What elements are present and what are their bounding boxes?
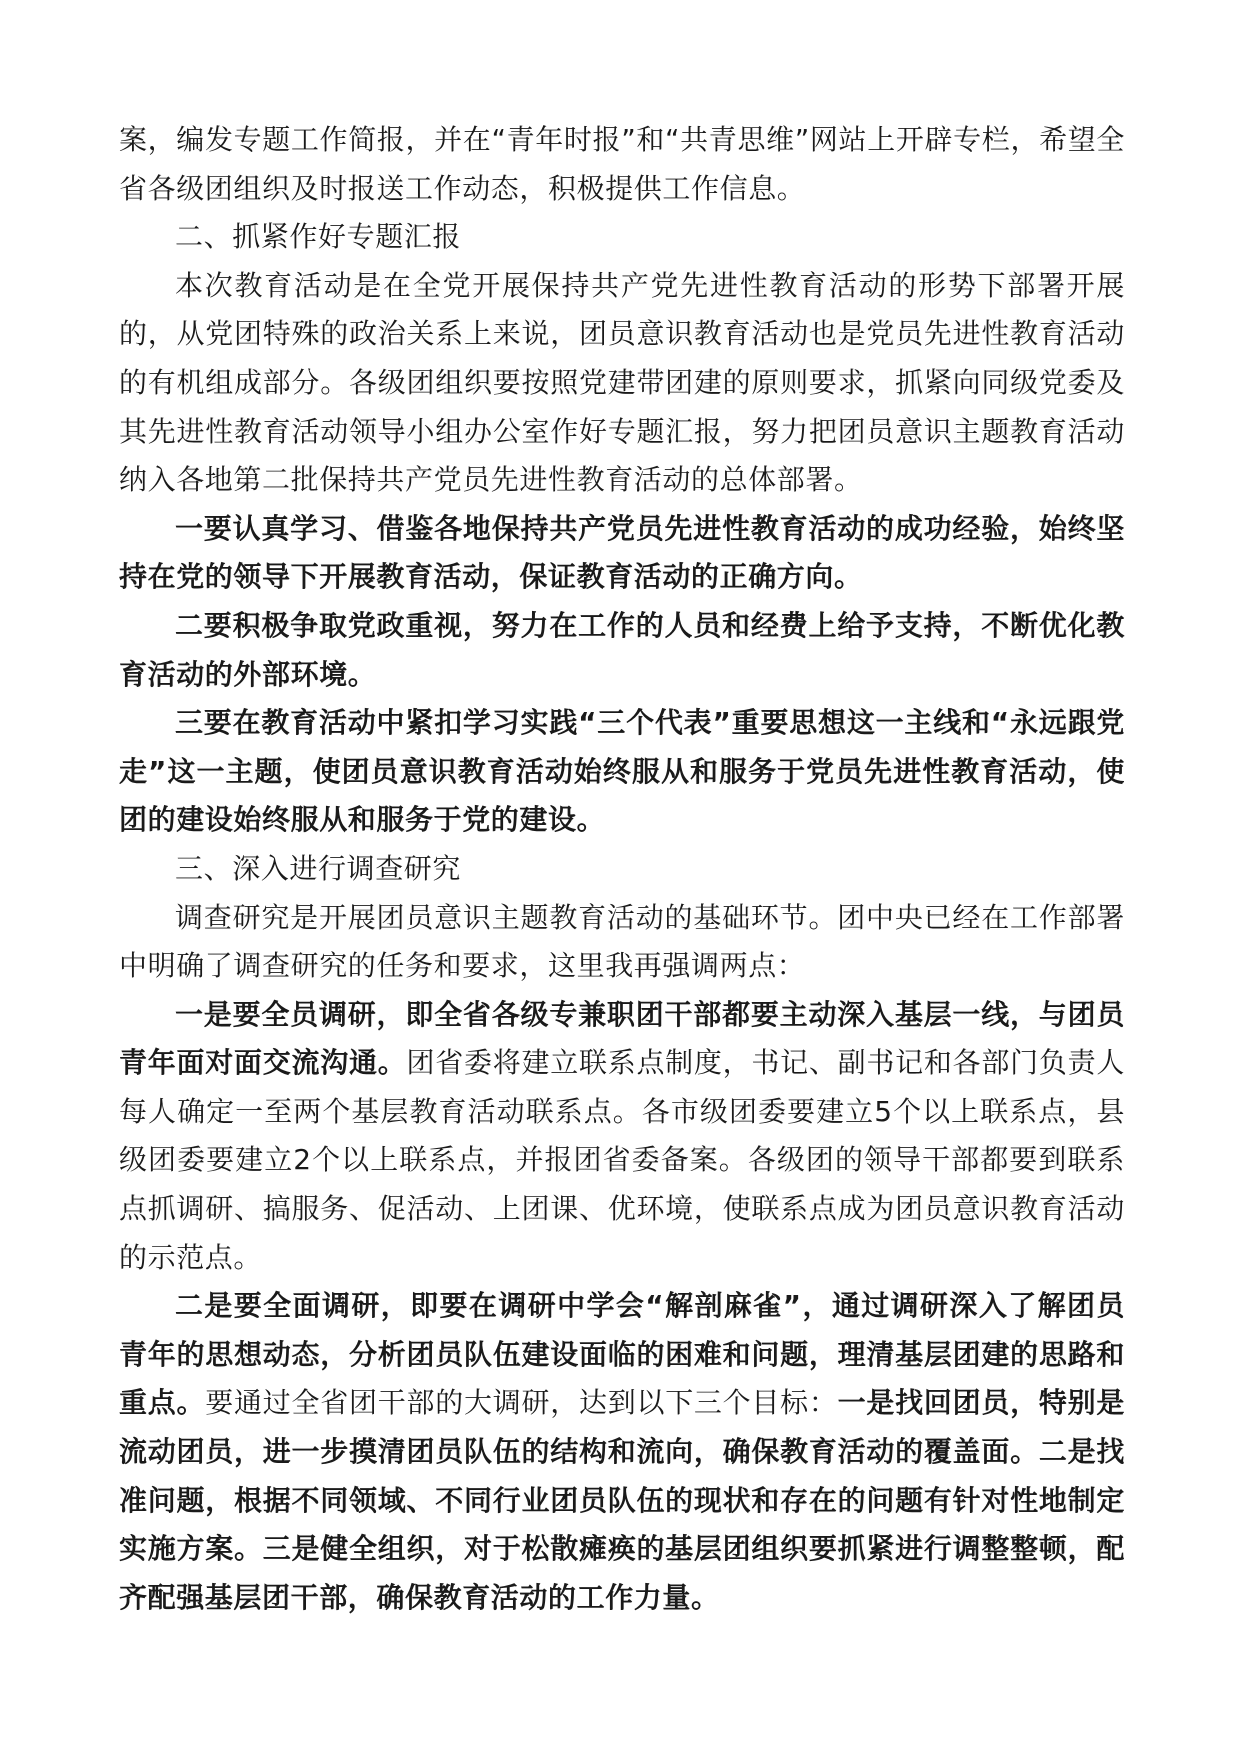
paragraph-mixed [119, 1282, 1125, 1622]
section-heading-3: 三、深入进行调查研究 [175, 851, 462, 885]
bold-paragraph-2: 二要积极争取党政重视，努力在工作的人员和经费上给予支持，不断优化教育活动的外部环境。 [119, 608, 1125, 691]
paragraph: 调查研究是开展团员意识主题教育活动的基础环节。团中央已经在工作部署中明确了调查研究的任务和要求，这里我再强调两点： [119, 900, 1125, 983]
paragraph-text: 要通过全省团干部的大调研，达到以下三个目标： [205, 1386, 838, 1420]
bold-paragraph-3: 三要在教育活动中紧扣学习实践“三个代表”重要思想这一主线和“永远跟党走”这一主题，使团员意识教育活动始终服从和服务于党员先进性教育活动，使团的建设始终服从和服务于党的建设。 [119, 706, 1125, 837]
document-body [119, 116, 1125, 1622]
paragraph-mixed [119, 991, 1125, 1283]
paragraph-text: 团省委将建立联系点制度，书记、副书记和各部门负责人每人确定一至两个基层教育活动联系点。各市级团委要建立5个以上联系点，县级团委要建立2个以上联系点，并报团省委备案。各级团的领导干部都要到联系点抓调研、搞服务、促活动、上团课、优环境，使联系点成为团员意识教育活动的示范点。 [119, 1046, 1125, 1274]
bold-goals: 一是找回团员，特别是流动团员，进一步摸清团员队伍的结构和流向，确保教育活动的覆盖面。二是找准问题，根据不同领域、不同行业团员队伍的现状和存在的问题有针对性地制定实施方案。三是健全组织，对于松散瘫痪的基层团组织要抓紧进行调整整顿，配齐配强基层团干部，确保教育活动的工作力量。 [119, 1386, 1125, 1614]
bold-paragraph-1: 一要认真学习、借鉴各地保持共产党员先进性教育活动的成功经验，始终坚持在党的领导下开展教育活动，保证教育活动的正确方向。 [119, 511, 1125, 594]
paragraph-continuation: 案，编发专题工作简报，并在“青年时报”和“共青思维”网站上开辟专栏，希望全省各级团组织及时报送工作动态，积极提供工作信息。 [119, 123, 1125, 205]
section-heading-2: 二、抓紧作好专题汇报 [175, 220, 462, 254]
bold-lead: 一是要全员调研，即全省各级专兼职团干部都要主动深入基层一线，与团员青年面对面交流沟通。 [119, 997, 1125, 1080]
bold-lead: 二是要全面调研，即要在调研中学会“解剖麻雀”，通过调研深入了解团员青年的思想动态，分析团员队伍建设面临的困难和问题，理清基层团建的思路和重点。 [119, 1289, 1125, 1420]
paragraph: 本次教育活动是在全党开展保持共产党先进性教育活动的形势下部署开展的，从党团特殊的政治关系上来说，团员意识教育活动也是党员先进性教育活动的有机组成部分。各级团组织要按照党建带团建的原则要求，抓紧向同级党委及其先进性教育活动领导小组办公室作好专题汇报，努力把团员意识主题教育活动纳入各地第二批保持共产党员先进性教育活动的总体部署。 [119, 268, 1125, 497]
